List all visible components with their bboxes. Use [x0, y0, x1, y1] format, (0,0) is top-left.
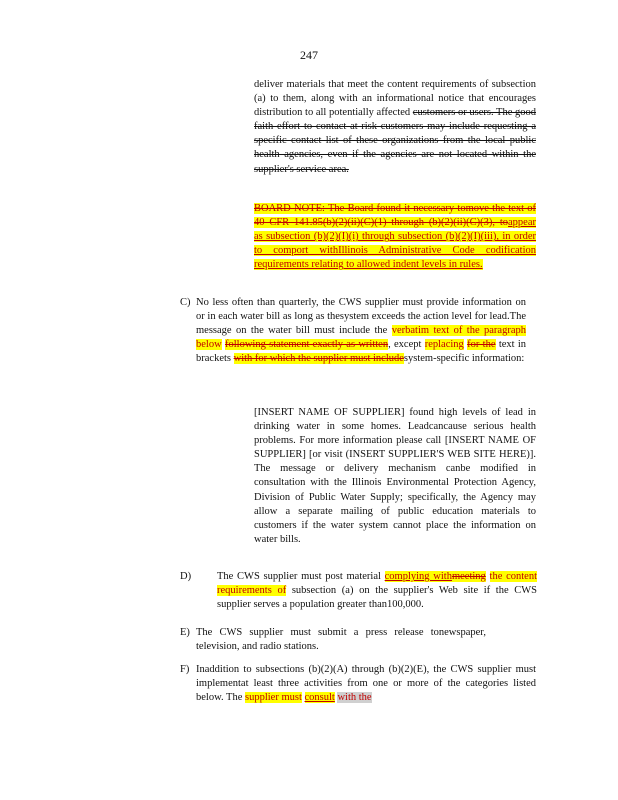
- item-f-highlight: with the: [337, 692, 372, 704]
- item-d: [217, 570, 537, 612]
- board-note: [254, 202, 536, 272]
- item-f: [196, 663, 536, 705]
- deleted-text: customers or users. The good faith effort to contact at-risk customers may include requesting a specific contact list of these organizations from the local public health agencies, even if the agencies are not located within the supplier's service area.: [254, 107, 536, 175]
- item-c-text: text in brackets: [196, 339, 527, 365]
- item-c-text: No less often than quarterly, the CWS supplier must provide information on or in each water bill as long as thesystem exceeds the action level for lead.The message on the water bill must include the: [196, 297, 526, 337]
- item-c-text: system-specific information:: [403, 353, 525, 365]
- paragraph-continuation: [254, 78, 536, 177]
- item-d-label: D): [180, 571, 192, 582]
- item-e-label: E): [180, 627, 190, 638]
- paragraph-text: deliver materials that meet the content requirements of subsection (a) to them, along with an informational notice that encourages distribution to all potentially affected: [254, 79, 536, 119]
- item-c-deleted: with for which the supplier must include: [233, 353, 404, 365]
- item-c: [196, 296, 526, 366]
- board-note-inserted: appear as subsection (b)(2)(I)(i) through subsection (b)(2)(I)(iii), in order to comport withIllinois Administrative Code codification requirements relating to allowed indent levels in rules.: [254, 217, 536, 271]
- item-c-deleted: for the: [467, 339, 496, 351]
- item-c-highlight: replacing: [424, 339, 464, 351]
- page-number: 247: [300, 48, 318, 62]
- item-d-deleted: meeting: [451, 571, 486, 582]
- item-f-label: F): [180, 664, 190, 675]
- quoted-message: [INSERT NAME OF SUPPLIER] found high levels of lead in drinking water in some homes. Leadcancause serious health problems. For more information please call [INSERT NAME OF SUPPLIER] [or visit (INSERT SUPPLIER'S WEB SITE HERE)]. The message or delivery mechanism canbe modified in consultation with the Illinois Environmental Protection Agency, Division of Public Water Supply; specifically, the Agency may allow a separate mailing of public education materials to customers if the water system cannot place the information on water bills.: [254, 407, 536, 545]
- item-d-text: subsection (a) on the supplier's Web site if the CWS supplier serves a population greater than100,000.: [217, 585, 538, 611]
- item-f-text: Inaddition to subsections (b)(2)(A) through (b)(2)(E), the CWS supplier must implementat least three activities from one or more of the categories listed below. The: [196, 664, 536, 704]
- item-d-text: The CWS supplier must post material: [217, 571, 381, 582]
- item-c-deleted: following statement exactly as written: [224, 339, 389, 351]
- board-note-deleted: BOARD NOTE: The Board found it necessary tomove the text of 40 CFR 141.85(b)(2)(ii)(C)(1) through (b)(2)(ii)(C)(3), to: [254, 203, 536, 229]
- item-c-text: , except: [388, 339, 422, 351]
- item-f-inserted: consult: [304, 692, 335, 704]
- item-c-highlight: verbatim text of the paragraph below: [196, 325, 526, 351]
- item-c-label: C): [180, 297, 191, 308]
- item-d-highlight: the content requirements of: [217, 571, 537, 597]
- item-d-inserted: complying with: [384, 571, 452, 582]
- item-f-highlight: supplier must: [245, 692, 302, 704]
- item-e: The CWS supplier must submit a press release tonewspaper, television, and radio stations.: [196, 627, 486, 653]
